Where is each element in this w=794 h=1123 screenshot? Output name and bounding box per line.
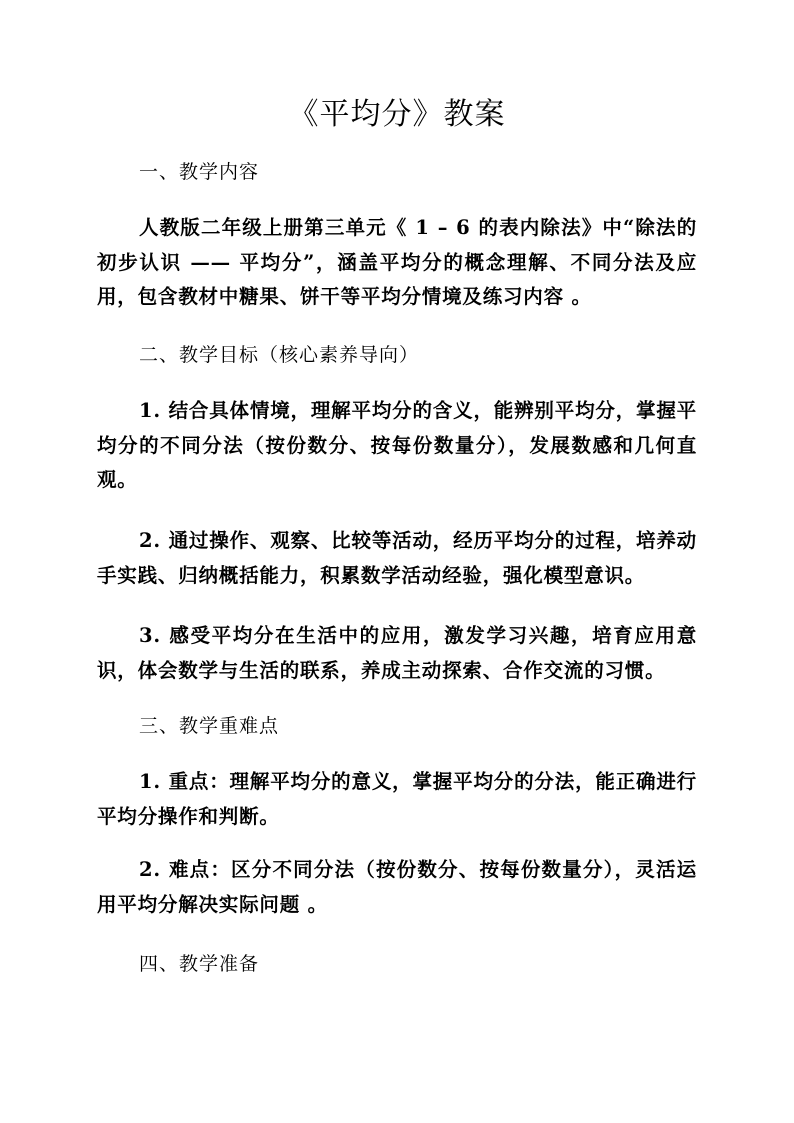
section-heading-goals: 二、教学目标（核心素养导向） — [139, 344, 420, 366]
key-point-item: 1. 重点：理解平均分的意义，掌握平均分的分法，能正确进行平均分操作和判断。 — [97, 770, 697, 828]
goal-item-3: 3. 感受平均分在生活中的应用，激发学习兴趣，培育应用意识，体会数学与生活的联系，养成主动探索、合作交流的习惯。 — [97, 624, 697, 682]
goal-item-1: 1. 结合具体情境，理解平均分的含义，能辨别平均分，掌握平均分的不同分法（按份数分、按每份数量分），发展数感和几何直观。 — [97, 399, 697, 491]
document-title: 《平均分》教案 — [288, 97, 506, 132]
goal-item-2: 2. 通过操作、观察、比较等活动，经历平均分的过程，培养动手实践、归纳概括能力，积累数学活动经验，强化模型意识。 — [97, 529, 697, 587]
difficulty-item: 2. 难点：区分不同分法（按份数分、按每份数量分），灵活运用平均分解决实际问题 。 — [97, 858, 697, 916]
content-paragraph: 人教版二年级上册第三单元《 1 – 6 的表内除法》中“除法的初步认识 —— 平均分”，涵盖平均分的概念理解、不同分法及应用，包含教材中糖果、饼干等平均分情境及练习内容 。 — [97, 216, 697, 308]
section-heading-content: 一、教学内容 — [139, 161, 260, 183]
section-heading-key-points: 三、教学重难点 — [139, 715, 280, 737]
section-heading-preparation: 四、教学准备 — [139, 953, 260, 975]
